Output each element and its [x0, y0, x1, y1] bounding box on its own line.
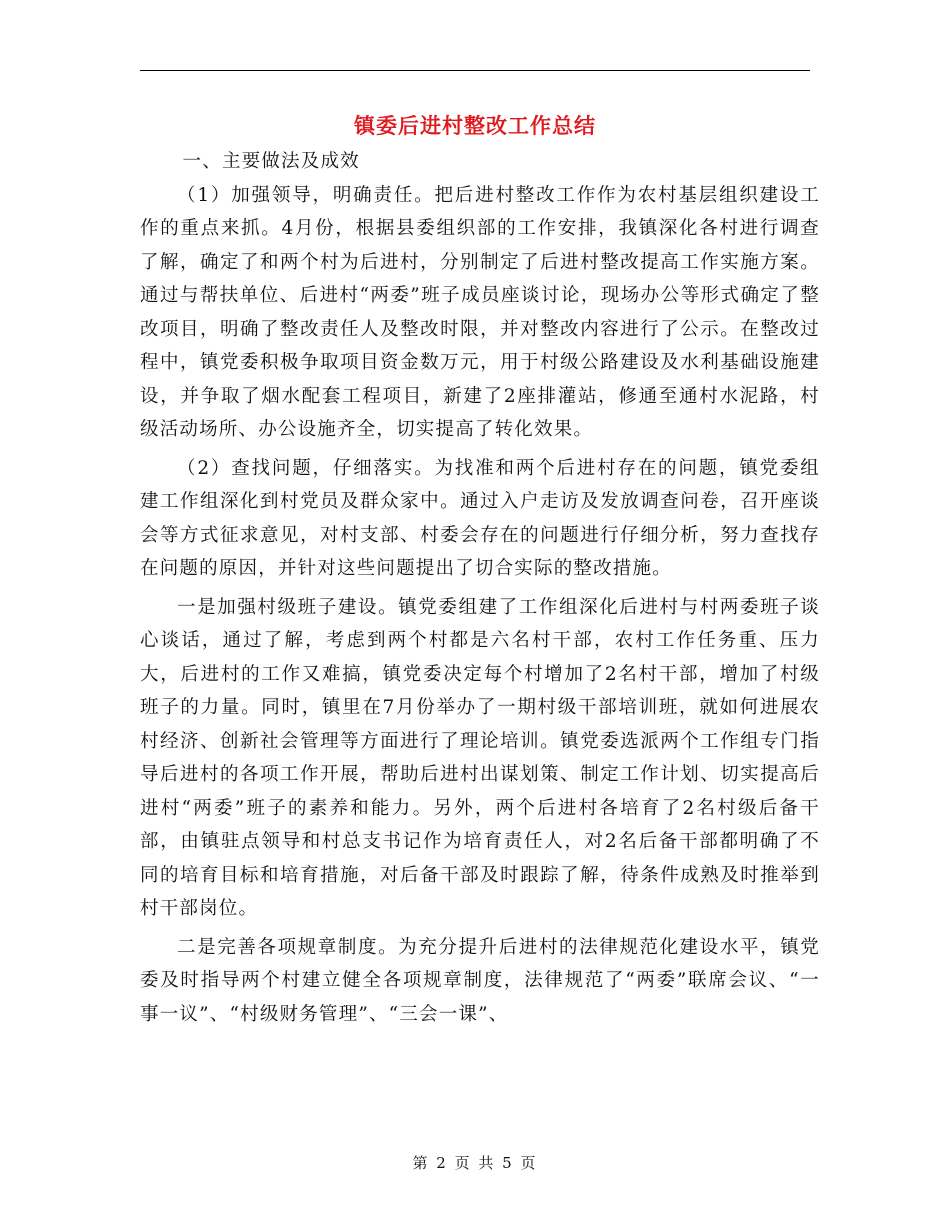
paragraph-1: （1）加强领导，明确责任。把后进村整改工作作为农村基层组织建设工作的重点来抓。4月份，根据县委组织部的工作安排，我镇深化各村进行调查了解，确定了和两个村为后进村，分别制定了后进村整改提高工作实施方案。通过与帮扶单位、后进村“两委”班子成员座谈讨论，现场办公等形式确定了整改项目，明确了整改责任人及整改时限，并对整改内容进行了公示。在整改过程中，镇党委积极争取项目资金数万元，用于村级公路建设及水利基础设施建设，并争取了烟水配套工程项目，新建了2座排灌站，修通至通村水泥路，村级活动场所、办公设施齐全，切实提高了转化效果。 — [140, 184, 820, 440]
paragraph-3: 一是加强村级班子建设。镇党委组建了工作组深化后进村与村两委班子谈心谈话，通过了解，考虑到两个村都是六名村干部，农村工作任务重、压力大，后进村的工作又难搞，镇党委决定每个村增加了2名村干部，增加了村级班子的力量。同时，镇里在7月份举办了一期村级干部培训班，就如何进展农村经济、创新社会管理等方面进行了理论培训。镇党委选派两个工作组专门指导后进村的各项工作开展，帮助后进村出谋划策、制定工作计划、切实提高后进村“两委”班子的素养和能力。另外，两个后进村各培育了2名村级后备干部，由镇驻点领导和村总支书记作为培育责任人，对2名后备干部都明确了不同的培育目标和培育措施，对后备干部及时跟踪了解，待条件成熟及时推举到村干部岗位。 — [140, 596, 820, 919]
paragraph-2: （2）查找问题，仔细落实。为找准和两个后进村存在的问题，镇党委组建工作组深化到村党员及群众家中。通过入户走访及发放调查问卷，召开座谈会等方式征求意见，对村支部、村委会存在的问题进行仔细分析，努力查找存在问题的原因，并针对这些问题提出了切合实际的整改措施。 — [140, 457, 820, 579]
document-title: 镇委后进村整改工作总结 — [354, 113, 596, 138]
section-heading: 一、主要做法及成效 — [182, 151, 360, 172]
document-body — [140, 145, 820, 1031]
page-footer: 第 2 页 共 5 页 — [412, 1154, 538, 1172]
header-rule — [140, 70, 810, 71]
paragraph-4: 二是完善各项规章制度。为充分提升后进村的法律规范化建设水平，镇党委及时指导两个村建立健全各项规章制度，法律规范了“两委”联席会议、“一事一议”、“村级财务管理”、“三会一课”、 — [140, 936, 820, 1025]
